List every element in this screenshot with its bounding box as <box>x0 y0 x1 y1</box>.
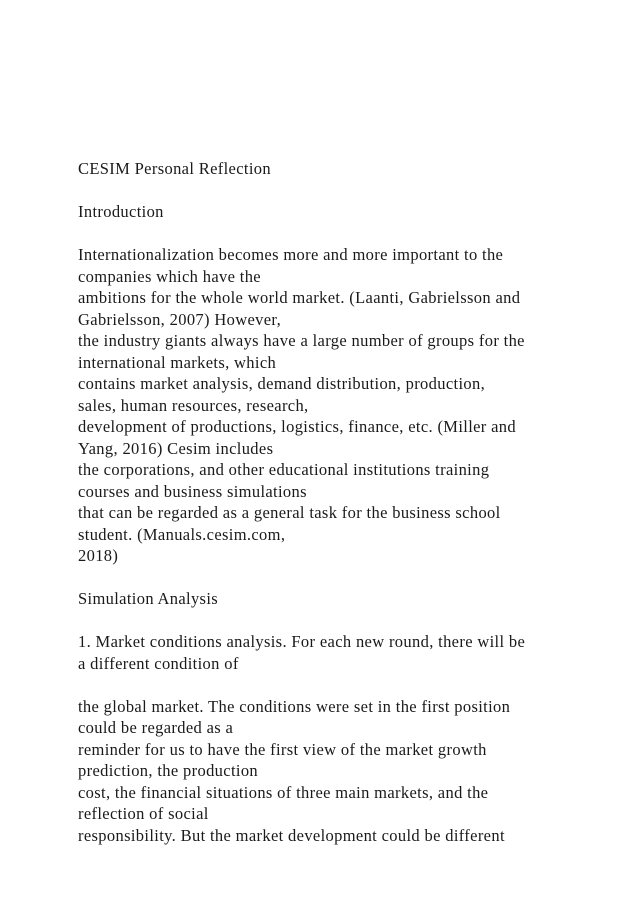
analysis-paragraph-b <box>78 696 598 847</box>
text-line: sales, human resources, research, <box>78 395 309 415</box>
text-line: contains market analysis, demand distribution, production, <box>78 374 486 393</box>
text-line: that can be regarded as a general task for the business school <box>78 503 501 522</box>
text-line: development of productions, logistics, finance, etc. (Miller and <box>78 417 516 436</box>
text-line: the global market. The conditions were set in the first position <box>78 696 511 716</box>
intro-paragraph <box>78 244 598 567</box>
text-line: Gabrielsson, 2007) However, <box>78 309 282 329</box>
text-line: international markets, which <box>78 352 277 372</box>
text-line: the corporations, and other educational institutions training <box>78 460 490 479</box>
text-line: reminder for us to have the first view of the market growth <box>78 739 487 759</box>
spacer <box>78 567 598 589</box>
text-line: responsibility. But the market development could be different <box>78 825 505 845</box>
text-line: ambitions for the whole world market. (Laanti, Gabrielsson and <box>78 288 521 307</box>
text-line: courses and business simulations <box>78 481 307 501</box>
text-line: prediction, the production <box>78 761 259 780</box>
text-line: companies which have the <box>78 266 261 286</box>
spacer <box>78 610 598 632</box>
text-line: could be regarded as a <box>78 718 234 737</box>
text-line: the industry giants always have a large number of groups for the <box>78 331 525 350</box>
analysis-paragraph-a <box>78 631 598 674</box>
text-line: student. (Manuals.cesim.com, <box>78 524 286 544</box>
spacer <box>78 674 598 696</box>
document-body <box>78 158 598 846</box>
text-line: a different condition of <box>78 653 239 673</box>
text-line: cost, the financial situations of three main markets, and the <box>78 782 489 802</box>
document-title: CESIM Personal Reflection <box>78 159 271 178</box>
text-line: reflection of social <box>78 804 209 823</box>
spacer <box>78 180 598 202</box>
text-line: 1. Market conditions analysis. For each new round, there will be <box>78 632 526 651</box>
text-line: Yang, 2016) Cesim includes <box>78 438 274 458</box>
spacer <box>78 223 598 245</box>
text-line: 2018) <box>78 546 119 565</box>
text-line: Internationalization becomes more and more important to the <box>78 245 504 264</box>
intro-heading: Introduction <box>78 202 164 221</box>
analysis-heading: Simulation Analysis <box>78 589 219 608</box>
